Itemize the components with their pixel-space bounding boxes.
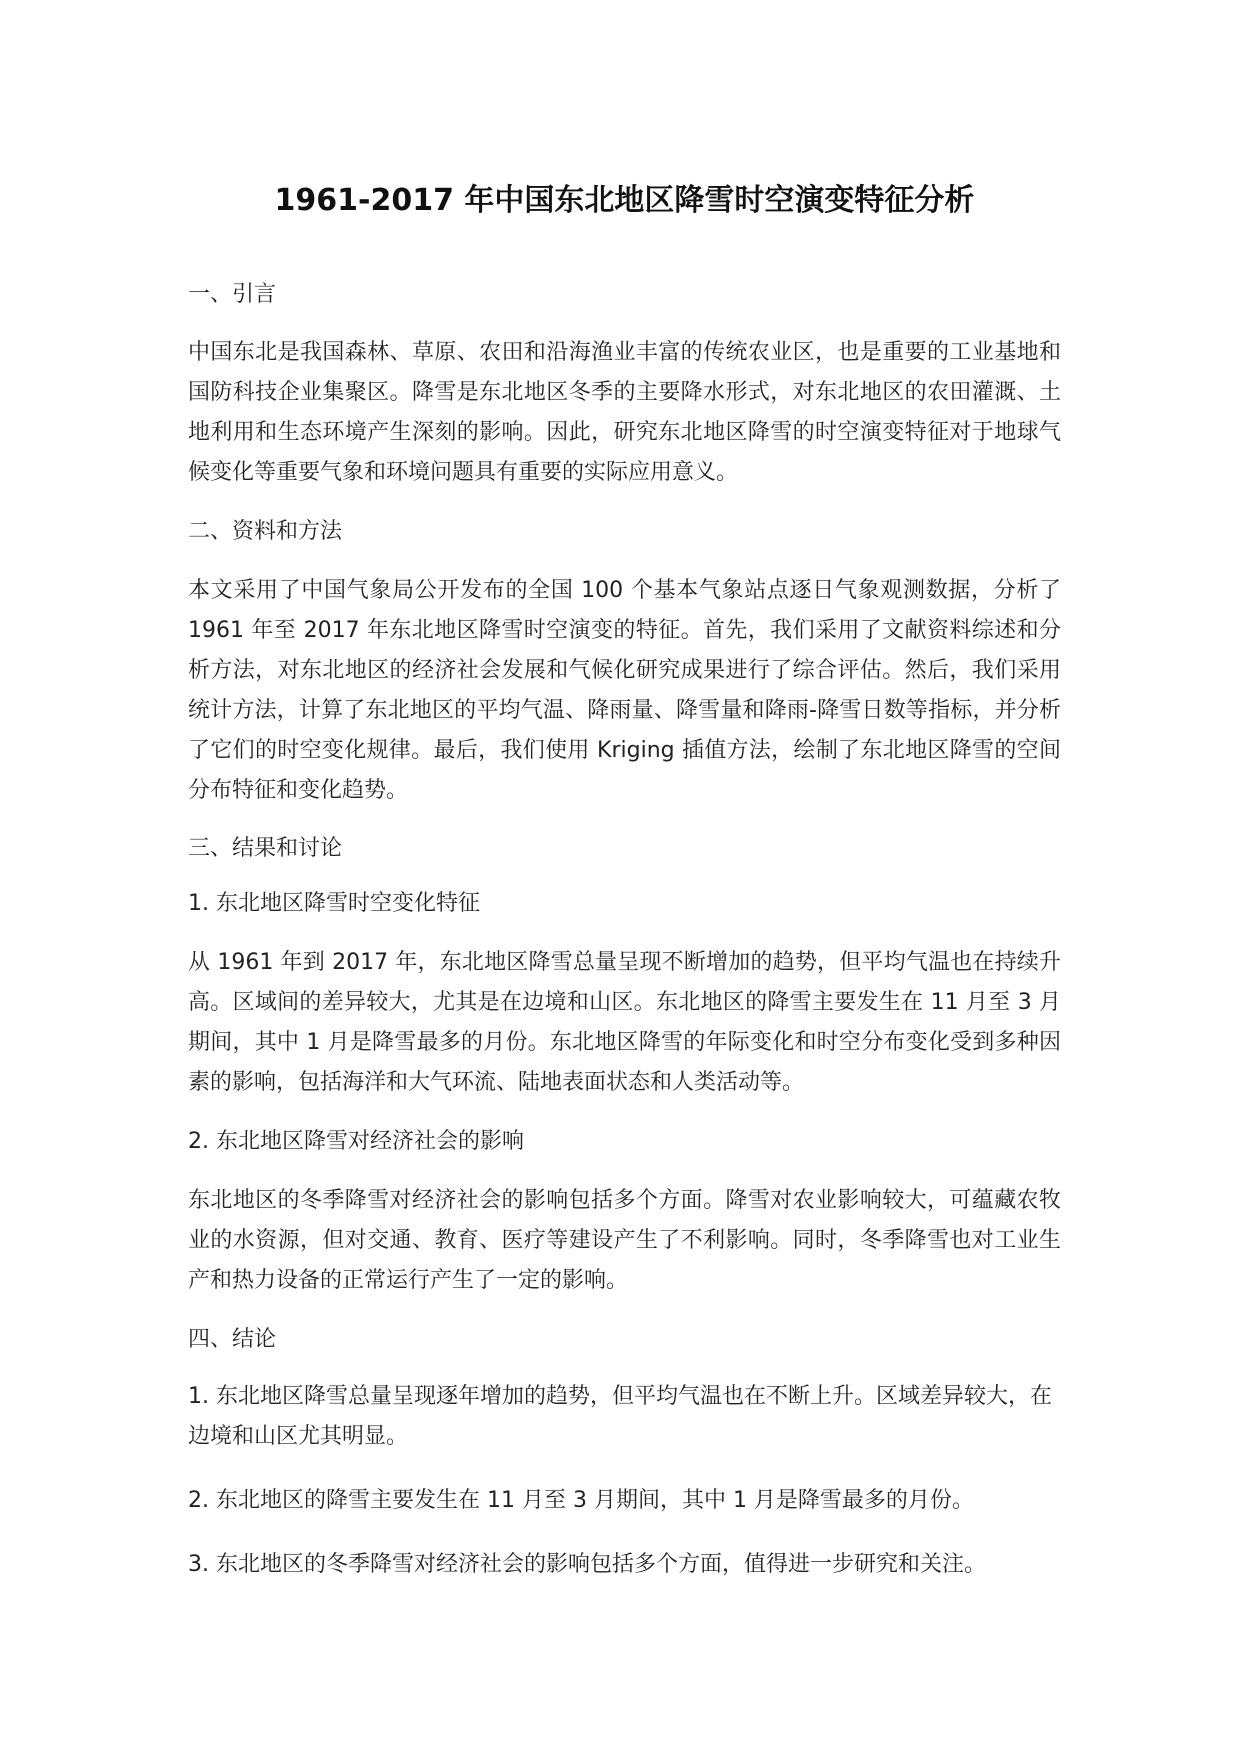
section-heading-methods: 二、资料和方法: [188, 519, 343, 544]
document-title: 1961-2017 年中国东北地区降雪时空演变特征分析: [274, 183, 975, 218]
paragraph-socioeconomic: 东北地区的冬季降雪对经济社会的影响包括多个方面。降雪对农业影响较大，可蕴藏农牧业的水资源，但对交通、教育、医疗等建设产生了不利影响。同时，冬季降雪也对工业生产和热力设备的正常运行产生了一定的影响。: [188, 1188, 1061, 1293]
paragraph-intro: 中国东北是我国森林、草原、农田和沿海渔业丰富的传统农业区，也是重要的工业基地和国防科技企业集聚区。降雪是东北地区冬季的主要降水形式，对东北地区的农田灌溉、土地利用和生态环境产生深刻的影响。因此，研究东北地区降雪的时空演变特征对于地球气候变化等重要气象和环境问题具有重要的实际应用意义。: [188, 340, 1061, 485]
paragraph-spatiotemporal: 从 1961 年到 2017 年，东北地区降雪总量呈现不断增加的趋势，但平均气温也在持续升高。区域间的差异较大，尤其是在边境和山区。东北地区的降雪主要发生在 11 月至 3 月期间，其中 1 月是降雪最多的月份。东北地区降雪的年际变化和时空分布变化受到多种因素的影响，包括海洋和大气环流、陆地表面状态和人类活动等。: [188, 950, 1061, 1095]
subsection-heading-spatiotemporal: 1. 东北地区降雪时空变化特征: [188, 891, 480, 916]
conclusion-item: 2. 东北地区的降雪主要发生在 11 月至 3 月期间，其中 1 月是降雪最多的月份。: [188, 1488, 974, 1513]
section-heading-intro: 一、引言: [188, 282, 277, 307]
subsection-heading-socioeconomic: 2. 东北地区降雪对经济社会的影响: [188, 1129, 524, 1154]
conclusion-item: 3. 东北地区的冬季降雪对经济社会的影响包括多个方面，值得进一步研究和关注。: [188, 1552, 986, 1577]
section-heading-results: 三、结果和讨论: [188, 836, 343, 861]
section-heading-conclusion: 四、结论: [188, 1327, 277, 1352]
paragraph-methods: 本文采用了中国气象局公开发布的全国 100 个基本气象站点逐日气象观测数据，分析了 1961 年至 2017 年东北地区降雪时空演变的特征。首先，我们采用了文献资料综述和分析方法，对东北地区的经济社会发展和气候化研究成果进行了综合评估。然后，我们采用统计方法，计算了东北地区的平均气温、降雨量、降雪量和降雨-降雪日数等指标，并分析了它们的时空变化规律。最后，我们使用 Kriging 插值方法，绘制了东北地区降雪的空间分布特征和变化趋势。: [188, 578, 1061, 803]
conclusion-item: 1. 东北地区降雪总量呈现逐年增加的趋势，但平均气温也在不断上升。区域差异较大，在边境和山区尤其明显。: [188, 1384, 1052, 1449]
